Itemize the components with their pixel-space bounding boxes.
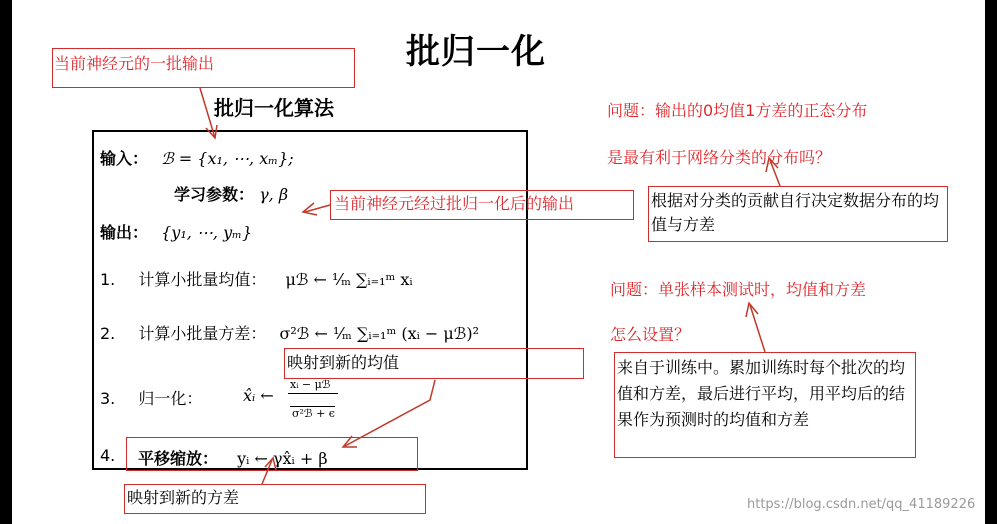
new-mean-note: 映射到新的均值 (287, 353, 400, 372)
question-2-line-2: 怎么设置？ (610, 325, 691, 344)
step-3-numerator: xᵢ − μℬ (290, 378, 331, 391)
training-note: 来自于训练中。累加训练时每个批次的均值和方差，最后进行平均，用平均后的结果作为预测时的均值和方差 (617, 358, 906, 429)
watermark: https://blog.csdn.net/qq_41189226 (747, 497, 976, 512)
step-3-formula-lhs: x̂ᵢ ← (243, 386, 274, 405)
step-3-denominator: σ²ℬ + ϵ (292, 407, 335, 420)
arrow-new-mean-head (343, 436, 357, 447)
step-formula: σ²ℬ ← ¹⁄ₘ ∑ᵢ₌₁ᵐ (xᵢ − μℬ)² (279, 324, 480, 343)
step-label: 平移缩放： (138, 449, 219, 468)
step-number: 1. (100, 270, 116, 289)
step-number: 4. (100, 446, 116, 465)
output-expression: {y₁, ⋯, yₘ} (161, 223, 253, 242)
question-2-line-1: 问题：单张样本测试时，均值和方差 (610, 280, 867, 299)
step-label: 计算小批量方差： (138, 324, 267, 343)
question-1-line-1: 问题：输出的0均值1方差的正态分布 (607, 101, 868, 120)
arrow-q2 (750, 305, 765, 352)
step-formula: yᵢ ← γx̂ᵢ + β (237, 449, 328, 468)
input-label: 输入： (100, 149, 149, 168)
arrow-new-variance (262, 460, 272, 484)
bn-output-note: 当前神经元经过批归一化后的输出 (334, 194, 575, 213)
input-expression: ℬ = {x₁, ⋯, xₘ}; (161, 149, 294, 168)
arrow-new-mean (345, 380, 435, 446)
output-label: 输出： (100, 223, 149, 242)
new-variance-note: 映射到新的方差 (127, 488, 240, 507)
contribution-note: 根据对分类的贡献自行决定数据分布的均值与方差 (651, 191, 940, 234)
params-expression: γ, β (259, 185, 289, 204)
params-label: 学习参数： (174, 185, 255, 204)
step-formula: μℬ ← ¹⁄ₘ ∑ᵢ₌₁ᵐ xᵢ (285, 270, 413, 289)
slide-title: 批归一化 (406, 32, 546, 72)
step-label: 计算小批量均值： (138, 270, 267, 289)
algorithm-title: 批归一化算法 (214, 96, 334, 120)
question-1-line-2: 是最有利于网络分类的分布吗？ (607, 148, 832, 167)
step-number: 2. (100, 324, 116, 343)
batch-output-note: 当前神经元的一批输出 (54, 54, 215, 73)
arrow-bn-output (305, 205, 330, 212)
step-number: 3. (100, 389, 116, 408)
step-label: 归一化： (138, 389, 203, 408)
